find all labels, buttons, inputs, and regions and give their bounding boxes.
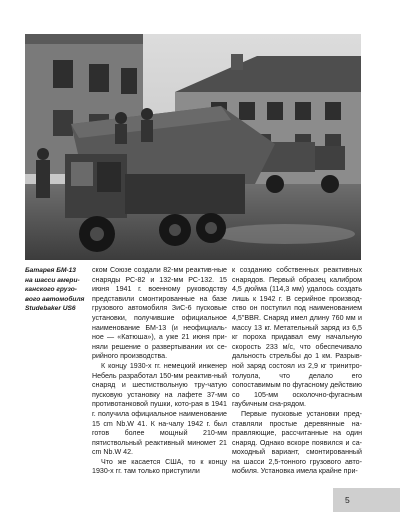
photo-puddle [215,224,355,244]
text-column-2 [232,266,362,477]
page-number-label: 5 [345,495,350,505]
photo-scene [25,34,361,260]
figure-caption: Батарея БМ-13 на шасси амери- канского грузо- вого автомобиля Studebaker US6 [25,267,85,313]
text-column-1 [92,266,227,477]
page-number [333,488,400,512]
paragraph: Что же касается США, то к концу 1930-х гг. там только приступили [92,457,227,476]
paragraph: ском Союзе создали 82-мм реактив-ные снаряды РС-82 и 132-мм РС-132. 15 июня 1941 г. военному руководству представили смонтированные на базе грузового автомобиля ЗиС-6 пусковые установки, получившие официальное наименование БМ-13 (и неофициаль-ное — «Катюша»), а уже 21 июня при-няли решение о развертывании их се-рийного производства. [92,266,227,361]
paragraph: Первые пусковые установки пред-ставляли простые деревянные на-правляющие, рассчитанные на один снаряд. Однако вскоре появился и са-моходный вариант, смонтированный на шасси 2,5-тонного грузового авто-мобиля. Установка имела крайне при- [232,409,362,476]
paragraph: К концу 1930-х гг. немецкий инженер Небель разработал 150-мм реактив-ный снаряд и шестиствольную тру-чатую пусковую установку на лафете 37-мм противотанковой пушки, кото-рая в 1941 г. получила официальное наименование 15 cm Nb.W 41. К на-чалу 1942 г. был готов более мощный 210-мм пятиствольный реактивный миномет 21 cm Nb.W 42. [92,361,227,457]
photo-bm13-battery [25,34,361,260]
paragraph: к созданию собственных реактивных снарядов. Первый образец калибром 4,5 дюйма (114,3 мм) удалось создать лишь к 1942 г. В серийное производ-ство он поступил под наименованием 4,5"BBR. Снаряд имел длину 760 мм и массу 13 кг. Метательный заряд из 6,5 кг пороха придавал ему начальную скорость 233 м/с, что обеспечивало дальность стрельбы до 1 км. Разрыв-ной заряд состоял из 2,9 кг тринитро-толуола, что делало его сопоставимым по фугасному действию со 105-мм осколочно-фугасным гаубичным сна-рядом. [232,266,362,409]
